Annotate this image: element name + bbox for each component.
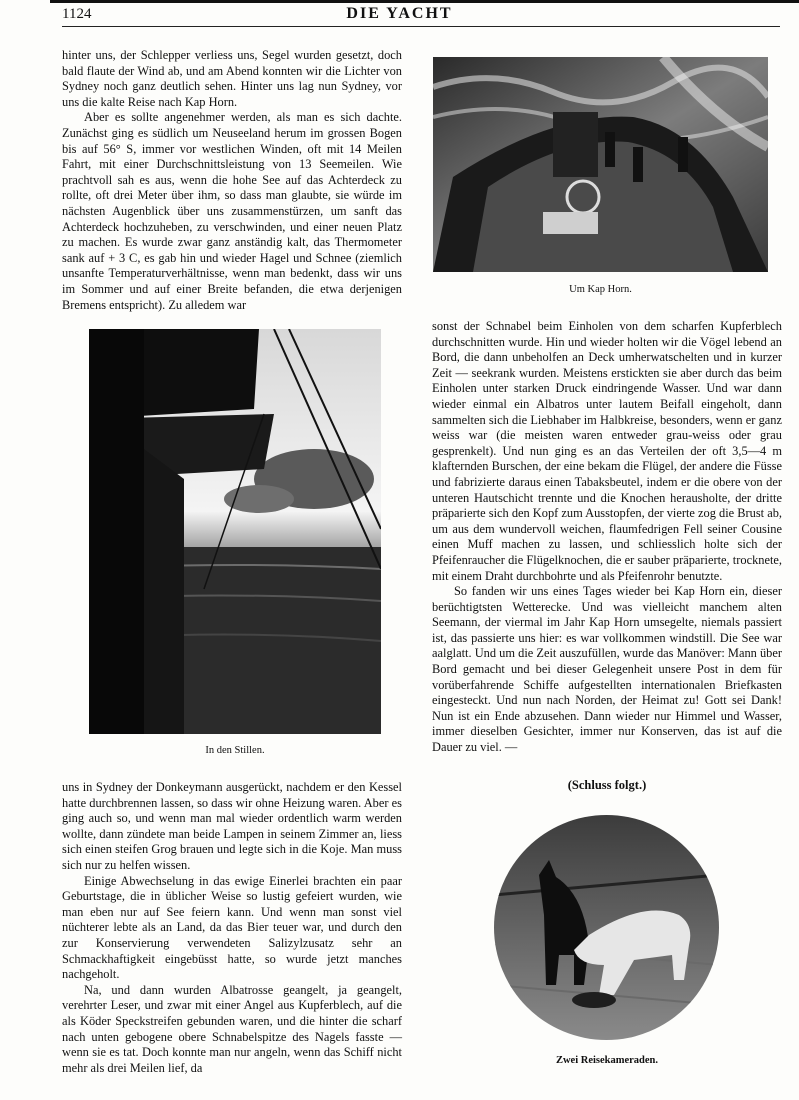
- paragraph: Einige Abwechselung in das ewige Einerlei brachten ein paar Geburtstage, die in üblicher Weise so lustig gefeiert wurden, wie man eben nur auf See feiern kann. Und wenn man sonst viel nüchterer lebte als an Land, da das Bier teuer war, und durch den zur Konservierung verwendeten Salizylzusatz sehr an Schmackhaftigkeit eingebüsst hatte, so wurde jetzt manches nachgeholt.: [62, 873, 402, 982]
- becalmed-sea-image: [89, 329, 381, 734]
- photo-zwei-reisekameraden: [494, 815, 719, 1040]
- left-column-top-text: [62, 48, 402, 313]
- two-dogs-image: [494, 815, 719, 1040]
- paragraph: Na, und dann wurden Albatrosse geangelt, ja geangelt, verehrter Leser, und zwar mit einer Angel aus Kupferblech, auf die als Köder Speckstreifen gebunden waren, und die hinter die scharf nach unten gebogene obere Schnabelspitze des Nagels fasste — wenn sie es tat. Doch konnte man nur angeln, wenn das Schiff nicht mehr als drei Meilen lief, da: [62, 982, 402, 1075]
- page-number: 1124: [62, 6, 92, 22]
- paragraph: sonst der Schnabel beim Einholen von dem scharfen Kupferblech durchschnitten wurde. Hin und wieder holten wir die Vögel lebend an Bord, die dann unbeholfen an Deck umherwatschelten und in kurzer Zeit — seekrank wurden. Meistens erstickten sie aber durch das beim Einholen unter starken Druck eindringende Wasser. Und war dann wieder einmal ein Albatros unter lautem Beifall eingeholt, dann sammelten sich die Liebhaber im Halbkreise, besonders, wenn er ganz weiss war (die meisten waren entweder grau-weiss oder grau gesprenkelt). Und nun ging es an das Verteilen der oft 3,5—4 m klafternden Burschen, der eine bekam die Flügel, der andere die Füsse und fabrizierte daraus einen Tabaksbeutel, indem er die obere von der unteren Hautschicht trennte und die Knochen herausholte, der dritte präparierte sich den Kopf zum Ausstopfen, der vierte zog die Brust ab, um aus dem wundervoll weichen, flaumfedrigen Fell seiner Cousine einen Muff machen zu lassen, und schliesslich holte sich der Pfeifenraucher die Flügelknochen, die er sauber präparierte, trocknete, mit einem Draht durchbohrte und als Pfeifenrohr benutzte.: [432, 319, 782, 583]
- photo-in-den-stillen: [89, 329, 381, 734]
- paragraph: So fanden wir uns eines Tages wieder bei Kap Horn ein, dieser berüchtigtsten Wetterecke. Und was vielleicht manchem alten Seemann, der viermal im Jahr Kap Horn umsegelte, niemals passiert ist, das passierte uns hier: es war vollkommen windstill. Die See war aalglatt. Und um die Zeit auszufüllen, wurde das Manöver: Mann über Bord gemacht und bei dieser Gelegenheit unsere Post in dem für vorüberfahrende Schiffe aufgestellten internationalen Briefkasten eingesteckt. Und nun nach Norden, der Heimat zu! Gott sei Dank! Nun ist ein Ende abzusehen. Dann wieder nur Himmel und Wasser, immer dieselben Gesichter, immer nur Konserven, das ist auf die Dauer zu viel. —: [432, 584, 782, 755]
- paragraph: Aber es sollte angenehmer werden, als man es sich dachte. Zunächst ging es südlich um Neuseeland herum im grossen Bogen bis auf 56° S, immer vor westlichen Winden, oft mit 14 Meilen Fahrt, mit einer Durchschnittsleistung von 13 Seemeilen. Wie prachtvoll sah es aus, wenn die hohe See auf das Achterdeck zu rollte, oft drei Meter über ihm, so dass man glaubte, sie würde im nächsten Augenblick über uns zusammenstürzen, um sanft das Achterdeck hochzuheben, zu verschwinden, und einer neuen Platz zu machen. Es wurde zwar ganz anständig kalt, das Thermometer sank auf + 3 C, es gab hin und wieder Hagel und Schnee (ziemlich unsanfte Temperaturverhältnisse, wenn man bedenkt, dass wir uns im Sommer und auf einer Breite befanden, die etwa derjenigen Bremens entspricht). Zu alledem war: [62, 110, 402, 312]
- right-column-text: [432, 319, 782, 756]
- left-column-bottom-text: [62, 780, 402, 1076]
- top-border-rule: [50, 0, 799, 3]
- running-head-title: DIE YACHT: [346, 5, 453, 22]
- to-be-continued-note: (Schluss folgt.): [567, 778, 647, 792]
- paragraph: uns in Sydney der Donkeymann ausgerückt, nachdem er den Kessel hatte durchbrennen lassen, so dass wir ohne Heizung waren. Aber es ging auch so, und wenn man mal wieder ordentlich warm werden wollte, dann zündete man beide Lampen in seinem Zimmer an, liess sich einen steifen Grog brauen und legte sich in die Koje. Man muss sich nur zu helfen wissen.: [62, 780, 402, 872]
- photo-um-kap-horn: [433, 57, 768, 272]
- paragraph: hinter uns, der Schlepper verliess uns, Segel wurden gesetzt, doch bald flaute der Wind ab, und am Abend konnten wir die Lichter von Sydney noch ganz deutlich sehen. Hinter uns lag nun Sydney, vor uns die kalte Reise nach Kap Horn.: [62, 48, 402, 109]
- ship-deck-image: [433, 57, 768, 272]
- caption-in-den-stillen: In den Stillen.: [205, 745, 265, 756]
- header-rule: [62, 26, 780, 27]
- caption-um-kap-horn: Um Kap Horn.: [569, 284, 632, 295]
- caption-zwei-reisekameraden: Zwei Reisekameraden.: [555, 1055, 659, 1066]
